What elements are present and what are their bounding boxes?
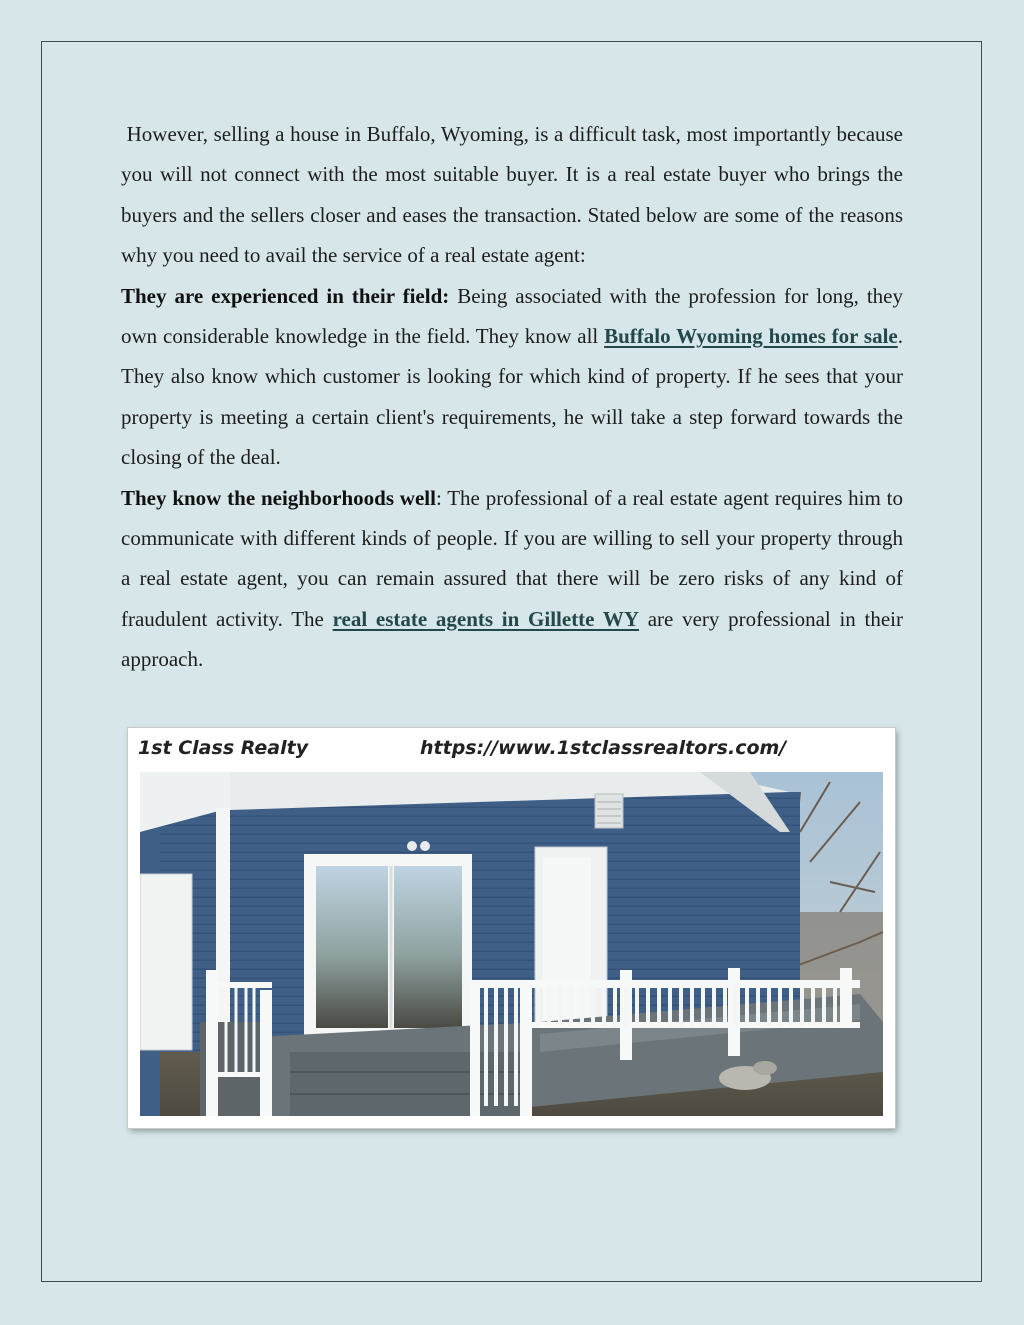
experienced-paragraph: They are experienced in their field: Being associated with the profession for long, they own considerable knowledge in the field. They know all Buffalo Wyoming homes for sale. They also know which customer is looking for which kind of property. If he sees that your property is meeting a certain client's requirements, he will take a step forward towards the closing of the deal.	[121, 283, 903, 470]
photo-banner	[128, 728, 895, 776]
brand-name: 1st Class Realty	[138, 737, 309, 759]
house-photo-card	[128, 728, 895, 1128]
experienced-heading: They are experienced in their field:	[121, 283, 450, 308]
website-url: https://www.1stclassrealtors.com/	[420, 737, 787, 759]
article-body	[121, 114, 903, 680]
gillette-agents-link[interactable]: real estate agents in Gillette WY	[332, 606, 640, 631]
intro-paragraph: However, selling a house in Buffalo, Wyoming, is a difficult task, most importantly because you will not connect with the most suitable buyer. It is a real estate buyer who brings the buyers and the sellers closer and eases the transaction. Stated below are some of the reasons why you need to avail the service of a real estate agent:	[121, 122, 904, 268]
neighborhoods-heading: They know the neighborhoods well	[121, 485, 436, 510]
neighborhoods-paragraph: They know the neighborhoods well: The professional of a real estate agent requires him to communicate with different kinds of people. If you are willing to sell your property through a real estate agent, you can remain assured that there will be zero risks of any kind of fraudulent activity. The real estate agents in Gillette WY are very professional in their approach.	[121, 485, 904, 672]
buffalo-homes-link[interactable]: Buffalo Wyoming homes for sale	[604, 324, 898, 349]
house-photo	[140, 772, 883, 1116]
